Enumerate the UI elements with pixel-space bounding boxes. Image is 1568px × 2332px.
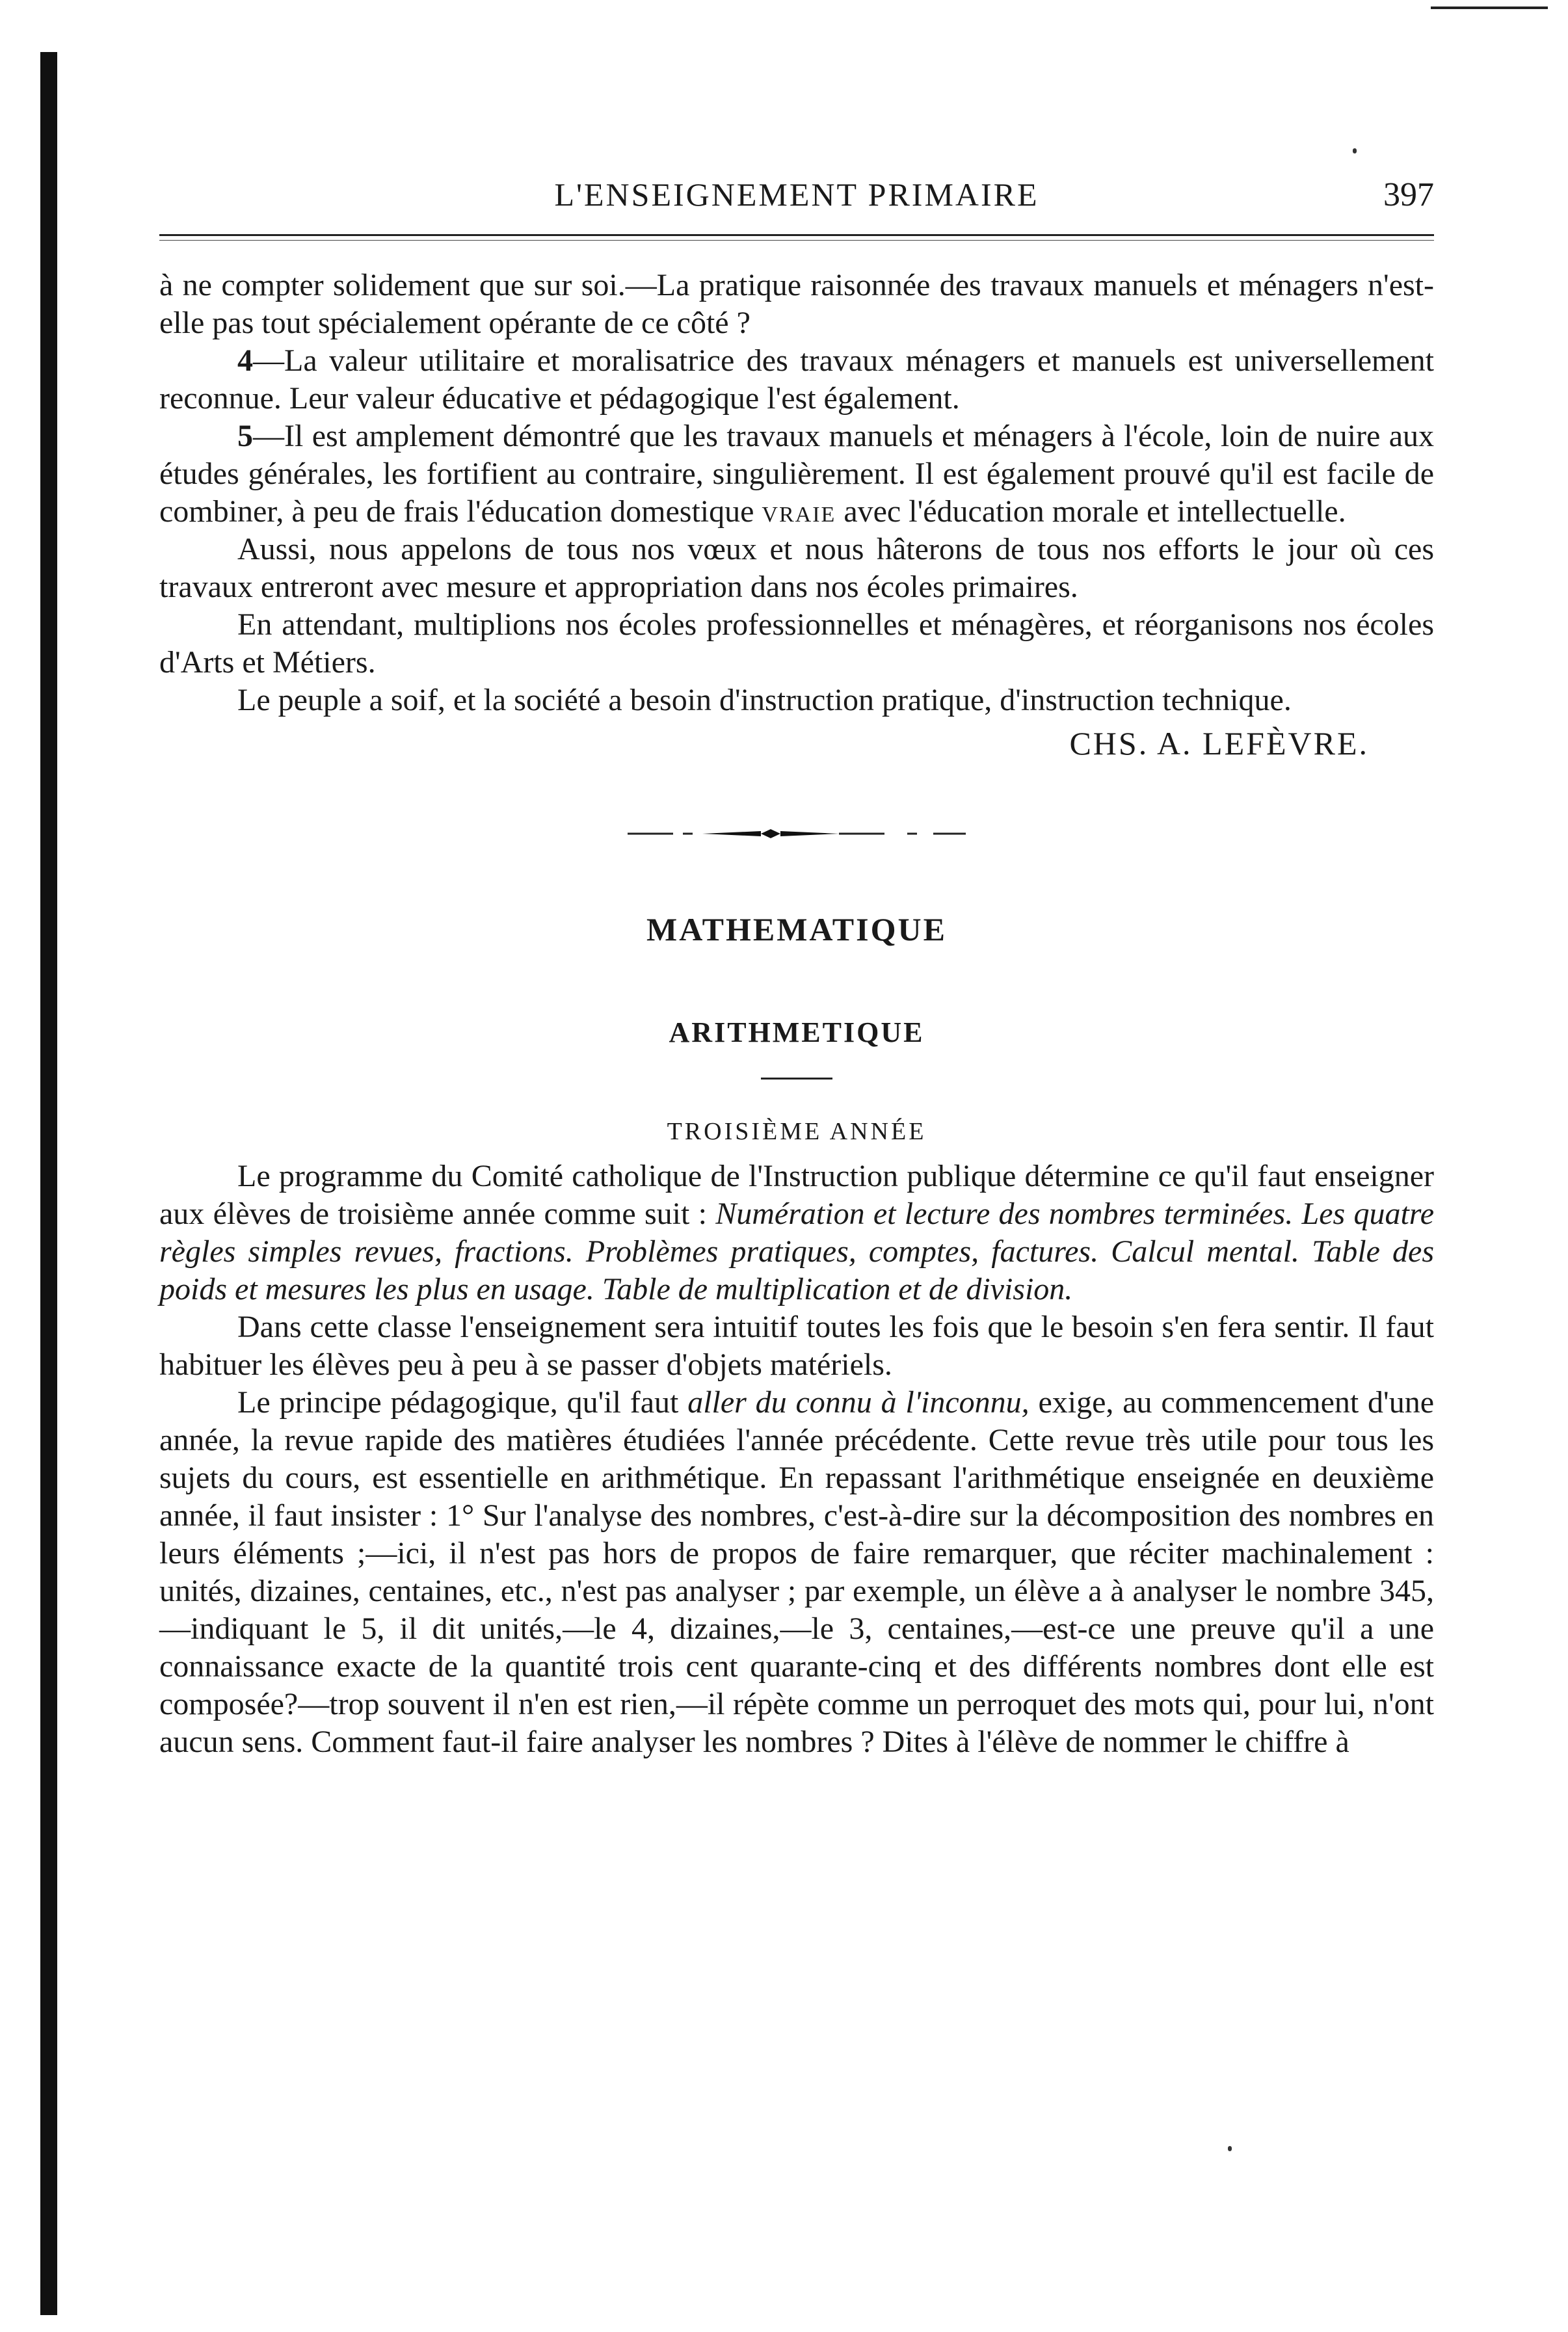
speck-mark [1228,2146,1232,2151]
year-heading: TROISIÈME ANNÉE [667,1118,927,1145]
section-title: MATHEMATIQUE [646,911,947,947]
paragraph-number: 4 [237,343,253,378]
author-signature: CHS. A. LEFÈVRE. [1069,725,1369,762]
running-head [159,176,1434,228]
paragraph [159,606,1434,682]
paragraph-number: 5 [237,419,253,453]
header-rule [159,234,1434,241]
paragraph [159,417,1434,531]
page-binding-shadow [40,52,57,2315]
title-divider [761,1078,832,1080]
speck-mark [1353,148,1357,153]
article-conclusion [159,267,1434,719]
section-ornament [628,827,966,840]
paragraph-text: En attendant, multiplions nos écoles professionnelles et ménagères, et réorganisons nos écoles d'Arts et Métiers. [159,607,1434,680]
paragraph-text: —La valeur utilitaire et moralisatrice des travaux ménagers et manuels est universellement reconnue. Leur valeur éducative et pédagogique l'est également. [159,343,1434,416]
paragraph-text: Dans cette classe l'enseignement sera intuitif toutes les fois que le besoin s'en fera sentir. Il faut habituer les élèves peu à peu à se passer d'objets matériels. [159,1310,1434,1382]
running-title: L'ENSEIGNEMENT PRIMAIRE [554,176,1039,213]
page-number: 397 [1383,176,1434,213]
corner-scan-mark [1431,7,1548,9]
paragraph-text: Le peuple a soif, et la société a besoin d'instruction pratique, d'instruction technique. [237,683,1292,717]
paragraph-text-tail: avec l'éducation morale et intellectuelle. [836,494,1346,529]
paragraph-text: —Il est amplement démontré que les travaux manuels et ménagers à l'école, loin de nuire aux études générales, les fortifient au contraire, singulièrement. Il est également prouvé qu'il est facile de combiner, à peu de frais l'éducation domestique [159,419,1434,529]
paragraph-text-rest: exige, au commencement d'une année, la revue rapide des matières étudiées l'année précédente. Cette revue très utile pour tous les sujets du cours, est essentielle en arithmétique. En repassant l'arithmétique enseignée en deuxième année, il faut insister : 1° Sur l'analyse des nombres, c'est-à-dire sur la décomposition des nombres en leurs éléments ;—ici, il n'est pas hors de propos de faire remarquer, que réciter machinalement : unités, dizaines, centaines, etc., n'est pas analyser ; par exemple, un élève a à analyser le nombre 345,—indiquant le 5, il dit unités,—le 4, dizaines,—le 3, centaines,—est-ce une preuve qu'il a une connaissance exacte de la quantité trois cent quarante-cinq et des différents nombres dont elle est composée?—trop souvent il n'en est rien,—il répète comme un perroquet des mots qui, pour lui, n'ont aucun sens. Comment faut-il faire analyser les nombres ? Dites à l'élève de nommer le chiffre à [159,1385,1435,1759]
paragraph [159,342,1434,417]
paragraph [159,1308,1434,1384]
paragraph [159,531,1434,606]
paragraph [159,1384,1434,1761]
paragraph-text: Aussi, nous appelons de tous nos vœux et nous hâterons de tous nos efforts le jour où ces travaux entreront avec mesure et appropriation dans nos écoles primaires. [159,532,1434,604]
lesson-body [159,1158,1434,1761]
paragraph [159,682,1434,719]
subsection-title: ARITHMETIQUE [669,1016,925,1048]
paragraph [159,267,1434,342]
program-list-italic: Numération et lecture des nombres terminées. Les quatre règles simples revues, fractions. Problèmes pratiques, comptes, factures. Calcul mental. Table des poids et mesures les plus en usage. Table de multiplication et de division. [159,1197,1434,1306]
page [159,176,1434,1761]
paragraph-text: Le principe pédagogique, qu'il faut [237,1385,688,1420]
emphasis-smallcaps: vraie [762,494,836,529]
paragraph-text: à ne compter solidement que sur soi.—La pratique raisonnée des travaux manuels et ménagers n'est-elle pas tout spécialement opérante de ce côté ? [159,268,1434,340]
paragraph [159,1158,1434,1308]
principle-italic: aller du connu à l'inconnu, [687,1385,1030,1420]
paragraph-text: Le programme du Comité catholique de l'Instruction publique détermine ce qu'il faut enseigner aux élèves de troisième année comme suit : [159,1159,1434,1231]
